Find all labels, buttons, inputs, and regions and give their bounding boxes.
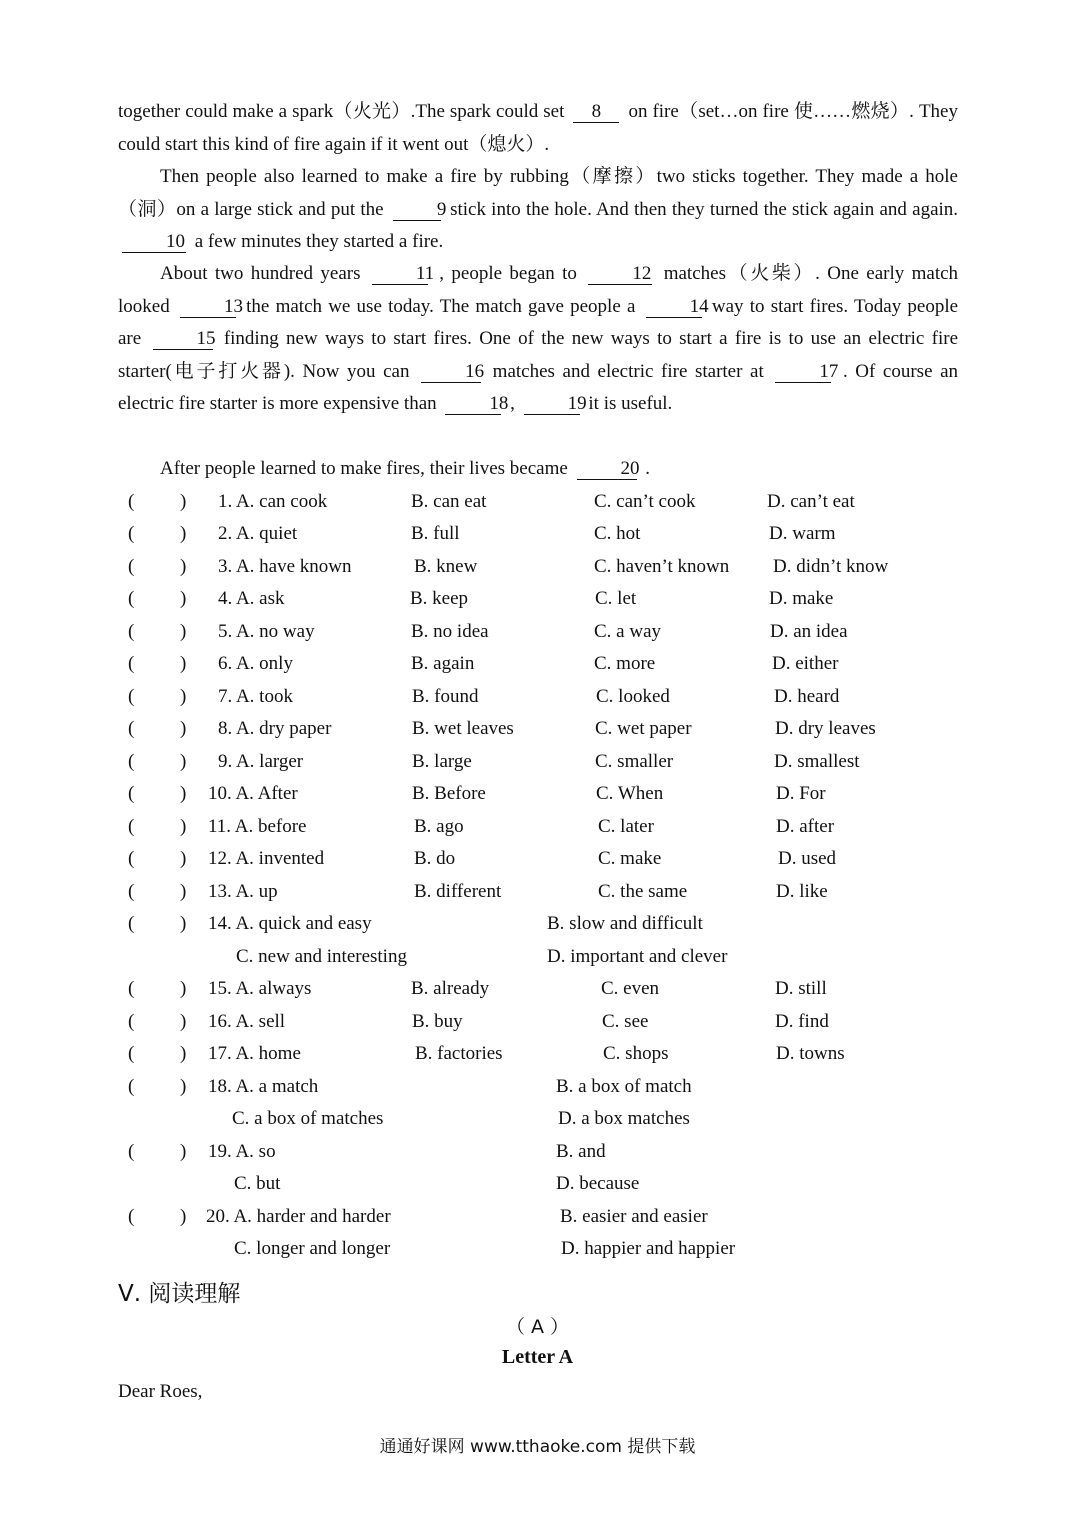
question-row-18 (118, 1071, 978, 1103)
option-d: D. make (769, 588, 834, 609)
question-row-1 (118, 486, 978, 518)
passage-text: a few minutes they started a fire. (194, 231, 444, 252)
option-a: 18. A. a match (208, 1076, 319, 1097)
question-row-17 (118, 1038, 978, 1070)
option-a: 3. A. have known (218, 556, 352, 577)
question-row-19 (118, 1136, 978, 1168)
option-c: C. more (594, 653, 656, 674)
option-d: D. towns (776, 1043, 845, 1064)
passage-paragraph-2 (118, 161, 958, 259)
answer-paren-left[interactable]: ( (128, 556, 135, 577)
answer-paren-right: ) (180, 588, 187, 609)
option-b: B. different (414, 881, 502, 902)
answer-paren-right: ) (180, 1043, 187, 1064)
blank-14: 14 (646, 297, 702, 318)
option-d: D. dry leaves (775, 718, 876, 739)
answer-paren-left[interactable]: ( (128, 881, 135, 902)
option-b: B. already (411, 978, 490, 999)
option-c: C. smaller (595, 751, 674, 772)
question-row-5 (118, 616, 978, 648)
option-c: C. a way (594, 621, 662, 642)
option-b: B. keep (410, 588, 469, 609)
option-b: B. full (411, 523, 460, 544)
option-a: 17. A. home (208, 1043, 301, 1064)
answer-paren-left[interactable]: ( (128, 1076, 135, 1097)
option-d: D. like (776, 881, 828, 902)
option-a: 13. A. up (208, 881, 278, 902)
option-b: B. slow and difficult (547, 913, 703, 934)
option-c: C. see (602, 1011, 649, 1032)
option-b: B. wet leaves (412, 718, 514, 739)
blank-19: 19 (524, 394, 580, 415)
passage-text: . Of course an electric fire starter is more expensive than (118, 360, 959, 414)
answer-paren-right: ) (180, 881, 187, 902)
option-c: C. can’t cook (594, 491, 696, 512)
option-d: D. because (556, 1173, 640, 1194)
blank-11: 11 (372, 264, 428, 285)
option-d: D. can’t eat (767, 491, 855, 512)
option-b: B. Before (412, 783, 486, 804)
blank-13: 13 (180, 297, 236, 318)
question-row-20-cont (118, 1233, 978, 1265)
question-row-11 (118, 811, 978, 843)
option-c: C. a box of matches (232, 1108, 384, 1129)
option-b: B. again (411, 653, 475, 674)
option-a: 15. A. always (208, 978, 312, 999)
option-b: B. can eat (411, 491, 487, 512)
option-d: D. important and clever (547, 946, 728, 967)
answer-paren-left[interactable]: ( (128, 848, 135, 869)
option-d: D. smallest (774, 751, 860, 772)
passage-text: it is useful. (588, 393, 673, 414)
option-a: 10. A. After (208, 783, 298, 804)
option-d: D. still (775, 978, 827, 999)
answer-paren-left[interactable]: ( (128, 653, 135, 674)
passage-text: About two hundred years (160, 263, 361, 284)
passage-text: , people began to (439, 263, 577, 284)
option-b: B. a box of match (556, 1076, 692, 1097)
answer-paren-left[interactable]: ( (128, 816, 135, 837)
answer-paren-right: ) (180, 718, 187, 739)
answer-paren-left[interactable]: ( (128, 718, 135, 739)
passage-text: . (645, 458, 651, 479)
answer-paren-right: ) (180, 1011, 187, 1032)
blank-12: 12 (588, 264, 652, 285)
option-a: 14. A. quick and easy (208, 913, 372, 934)
option-d: D. an idea (770, 621, 848, 642)
answer-paren-right: ) (180, 686, 187, 707)
option-d: D. warm (769, 523, 836, 544)
option-c: C. let (595, 588, 637, 609)
option-a: 5. A. no way (218, 621, 315, 642)
answer-paren-left[interactable]: ( (128, 978, 135, 999)
option-d: D. either (772, 653, 839, 674)
option-b: B. knew (414, 556, 478, 577)
passage-text: matches（火柴）. One early match looked (118, 263, 959, 317)
option-b: B. do (414, 848, 456, 869)
option-c: C. later (598, 816, 654, 837)
passage-paragraph-3 (118, 258, 958, 421)
answer-paren-right: ) (180, 751, 187, 772)
blank-20: 20 (577, 459, 637, 480)
answer-paren-left[interactable]: ( (128, 686, 135, 707)
blank-17: 17 (775, 362, 831, 383)
option-d: D. didn’t know (773, 556, 889, 577)
passage-paragraph-1 (118, 96, 958, 161)
answer-paren-left[interactable]: ( (128, 621, 135, 642)
question-row-15 (118, 973, 978, 1005)
option-a: 2. A. quiet (218, 523, 298, 544)
answer-paren-right: ) (180, 913, 187, 934)
blank-15: 15 (153, 329, 213, 350)
option-b: B. factories (415, 1043, 503, 1064)
option-c: C. wet paper (595, 718, 692, 739)
answer-paren-left[interactable]: ( (128, 491, 135, 512)
question-row-7 (118, 681, 978, 713)
answer-paren-left[interactable]: ( (128, 523, 135, 544)
question-row-19-cont (118, 1168, 978, 1200)
option-b: B. no idea (411, 621, 489, 642)
answer-paren-left[interactable]: ( (128, 751, 135, 772)
option-a: 1. A. can cook (218, 491, 328, 512)
answer-paren-left[interactable]: ( (128, 588, 135, 609)
option-c: C. even (601, 978, 660, 999)
option-a: 6. A. only (218, 653, 293, 674)
option-b: B. easier and easier (560, 1206, 708, 1227)
answer-paren-right: ) (180, 816, 187, 837)
option-b: B. buy (412, 1011, 463, 1032)
section-heading: Ⅴ. 阅读理解 (118, 1281, 241, 1307)
option-a: 20. A. harder and harder (206, 1206, 391, 1227)
option-c: C. haven’t known (594, 556, 730, 577)
passage-text: After people learned to make fires, their lives became (160, 458, 568, 479)
question-row-14-cont (118, 941, 978, 973)
option-d: D. heard (774, 686, 840, 707)
passage-text: Then people also learned to make a fire by rubbing（摩擦）two sticks together. They made a hole（洞）on a large stick and put the (118, 166, 958, 220)
answer-paren-right: ) (180, 783, 187, 804)
option-a: 12. A. invented (208, 848, 325, 869)
letter-title: Letter A (501, 1346, 574, 1368)
question-row-12 (118, 843, 978, 875)
answer-paren-right: ) (180, 978, 187, 999)
answer-paren-right: ) (180, 1206, 187, 1227)
passage-text: the match we use today. The match gave people a (246, 295, 636, 317)
question-row-10 (118, 778, 978, 810)
answer-paren-right: ) (180, 1076, 187, 1097)
blank-16: 16 (421, 362, 481, 383)
option-d: D. after (776, 816, 835, 837)
answer-paren-left[interactable]: ( (128, 1206, 135, 1227)
option-b: B. ago (414, 816, 464, 837)
answer-paren-right: ) (180, 523, 187, 544)
part-label: （ A ） (505, 1316, 570, 1338)
question-row-18-cont (118, 1103, 978, 1135)
question-row-14 (118, 908, 978, 940)
passage-text: stick into the hole. And then they turned the stick again and again. (450, 198, 959, 220)
option-b: B. found (412, 686, 479, 707)
option-c: C. hot (594, 523, 641, 544)
answer-paren-right: ) (180, 653, 187, 674)
letter-salutation: Dear Roes, (118, 1381, 203, 1402)
question-row-13 (118, 876, 978, 908)
passage-text: finding new ways to start fires. One of the new ways to start a fire is to use an electric fire starter(电子打火器). Now you can (118, 328, 959, 382)
option-c: C. looked (596, 686, 670, 707)
question-row-9 (118, 746, 978, 778)
option-b: B. and (556, 1141, 606, 1162)
question-row-6 (118, 648, 978, 680)
question-row-4 (118, 583, 978, 615)
option-c: C. When (596, 783, 664, 804)
option-b: B. large (412, 751, 472, 772)
option-a: 7. A. took (218, 686, 293, 707)
blank-18: 18 (445, 394, 501, 415)
option-d: D. find (775, 1011, 829, 1032)
question-row-20 (118, 1201, 978, 1233)
option-c: C. longer and longer (234, 1238, 391, 1259)
option-d: D. happier and happier (561, 1238, 736, 1259)
blank-10: 10 (122, 232, 186, 253)
question-row-3 (118, 551, 978, 583)
answer-paren-right: ) (180, 848, 187, 869)
passage-text: on fire（set…on fire 使……燃烧）. They could start this kind of fire again if it went out（熄火）. (118, 101, 958, 155)
option-c: C. the same (598, 881, 688, 902)
option-d: D. used (778, 848, 837, 869)
passage-text: matches and electric fire starter at (492, 360, 764, 382)
answer-paren-right: ) (180, 1141, 187, 1162)
option-a: 9. A. larger (218, 751, 304, 772)
blank-9: 9 (393, 200, 441, 221)
option-a: 8. A. dry paper (218, 718, 332, 739)
option-c: C. shops (603, 1043, 669, 1064)
option-a: 19. A. so (208, 1141, 276, 1162)
question-row-16 (118, 1006, 978, 1038)
option-a: 16. A. sell (208, 1011, 286, 1032)
answer-paren-left[interactable]: ( (128, 1011, 135, 1032)
passage-text: , (510, 393, 515, 414)
option-c: C. but (234, 1173, 281, 1194)
option-d: D. For (776, 783, 826, 804)
answer-paren-left[interactable]: ( (128, 1043, 135, 1064)
option-d: D. a box matches (558, 1108, 690, 1129)
passage-paragraph-4 (118, 453, 958, 486)
answer-paren-left[interactable]: ( (128, 783, 135, 804)
page-footer: 通通好课网 www.tthaoke.com 提供下载 (379, 1437, 696, 1457)
option-a: 4. A. ask (218, 588, 285, 609)
option-c: C. make (598, 848, 662, 869)
question-row-2 (118, 518, 978, 550)
question-row-8 (118, 713, 978, 745)
passage-text: way to start fires. Today people are (118, 295, 959, 349)
blank-8: 8 (573, 102, 619, 123)
answer-paren-right: ) (180, 621, 187, 642)
option-c: C. new and interesting (236, 946, 407, 967)
answer-paren-right: ) (180, 556, 187, 577)
answer-paren-left[interactable]: ( (128, 913, 135, 934)
answer-paren-right: ) (180, 491, 187, 512)
passage-text: together could make a spark（火光）.The spark could set (118, 101, 565, 122)
option-a: 11. A. before (208, 816, 307, 837)
answer-paren-left[interactable]: ( (128, 1141, 135, 1162)
